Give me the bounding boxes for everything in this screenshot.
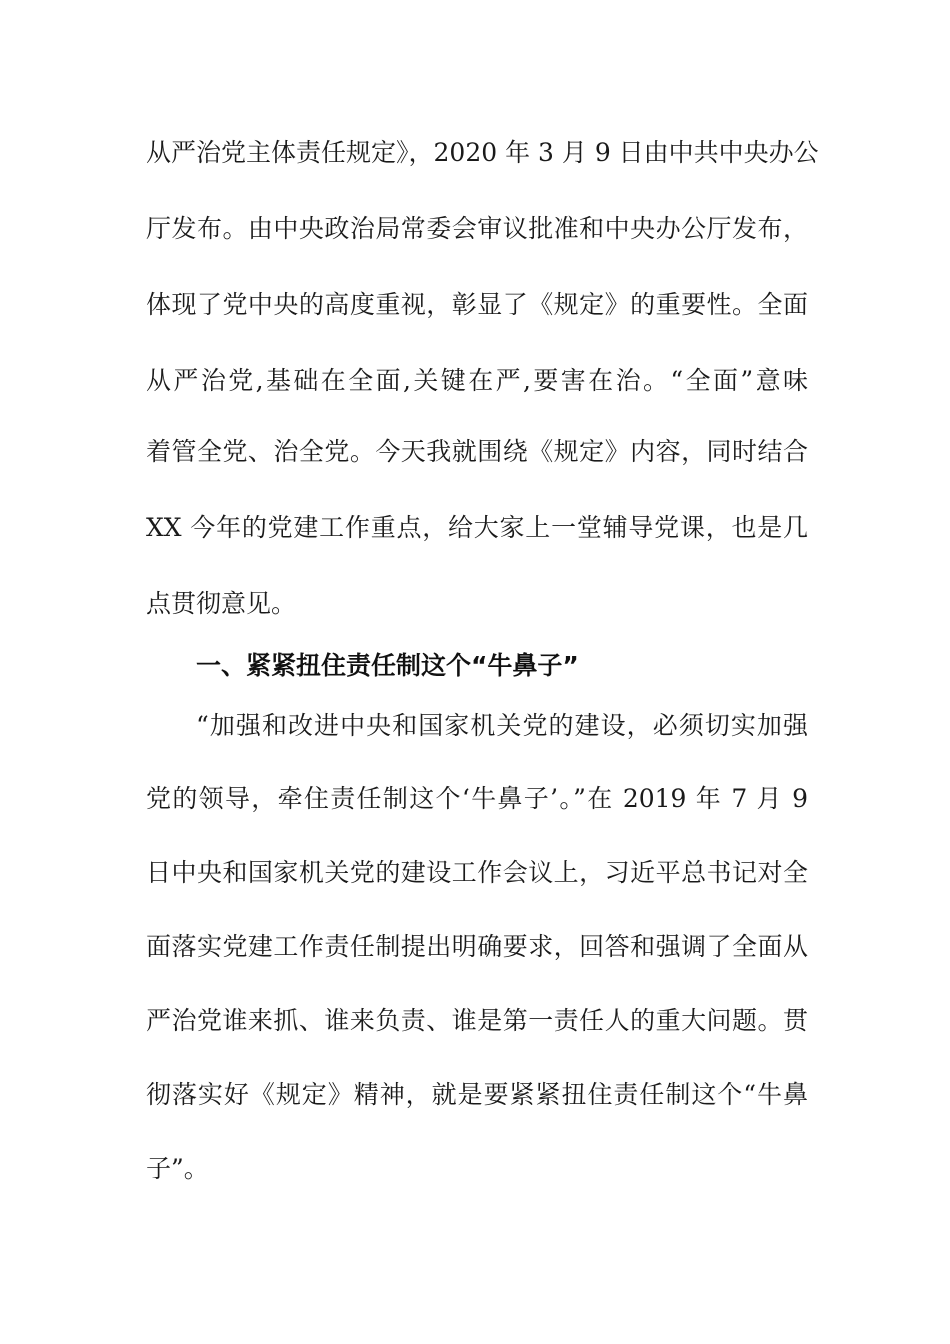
paragraph-2-line-3: 日中央和国家机关党的建设工作会议上，习近平总书记对全 (146, 858, 808, 887)
paragraph-1-line-5: 着管全党、治全党。今天我就围绕《规定》内容，同时结合 (146, 437, 808, 466)
paragraph-2-line-5: 严治党谁来抓、谁来负责、谁是第一责任人的重大问题。贯 (146, 1006, 808, 1035)
paragraph-2-line-2: 党的领导，牵住责任制这个‘牛鼻子’。”在 2019 年 7 月 9 (146, 784, 808, 813)
section-heading: 一、紧紧扭住责任制这个“牛鼻子” (196, 651, 579, 680)
paragraph-1-line-2: 厅发布。由中央政治局常委会审议批准和中央办公厅发布， (146, 214, 808, 243)
paragraph-1-line-4: 从严治党,基础在全面,关键在严,要害在治。“全面”意味 (146, 366, 808, 395)
paragraph-2-line-4: 面落实党建工作责任制提出明确要求，回答和强调了全面从 (146, 932, 808, 961)
paragraph-1-line-7: 点贯彻意见。 (146, 589, 297, 618)
paragraph-1-line-3: 体现了党中央的高度重视，彰显了《规定》的重要性。全面 (146, 290, 808, 319)
paragraph-1-line-6: XX 今年的党建工作重点，给大家上一堂辅导党课，也是几 (146, 513, 808, 542)
paragraph-2-line-7: 子”。 (146, 1154, 209, 1183)
paragraph-2-line-1: “加强和改进中央和国家机关党的建设，必须切实加强 (196, 711, 808, 740)
paragraph-1-line-1: 从严治党主体责任规定》，2020 年 3 月 9 日由中共中央办公 (146, 138, 819, 167)
paragraph-2-line-6: 彻落实好《规定》精神，就是要紧紧扭住责任制这个“牛鼻 (146, 1080, 808, 1109)
